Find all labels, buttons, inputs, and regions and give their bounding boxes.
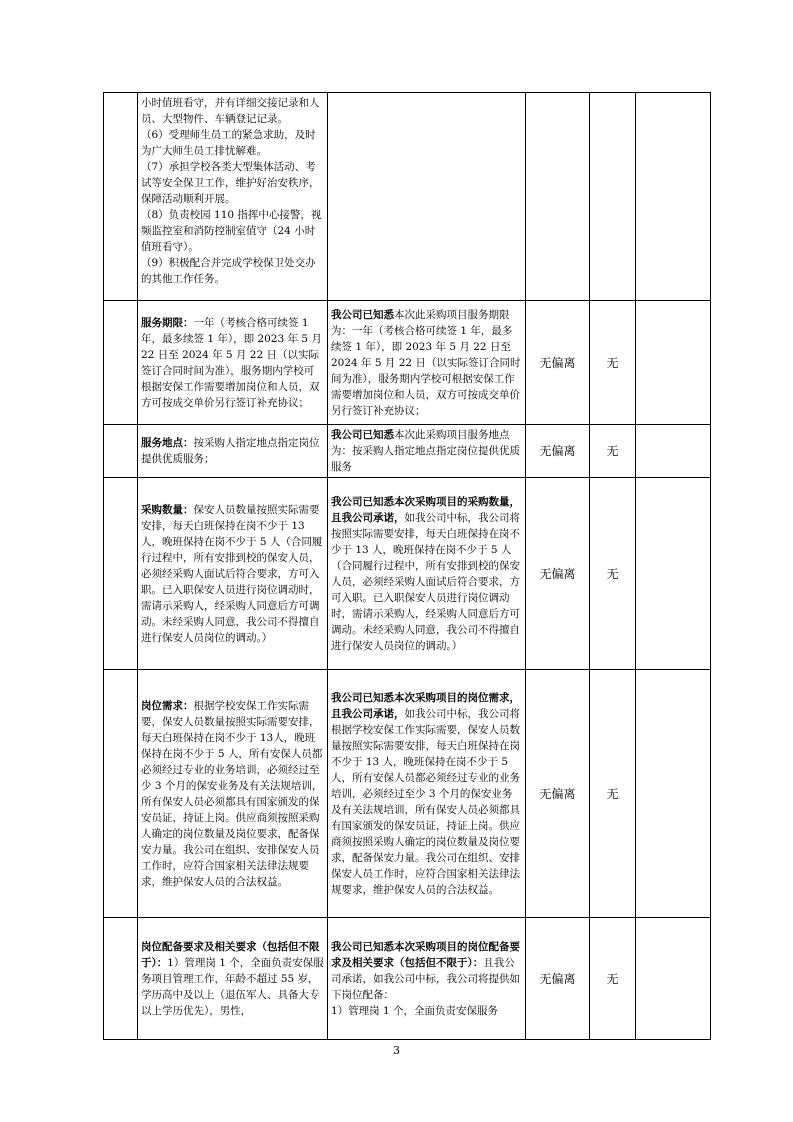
index-cell bbox=[104, 478, 138, 670]
response-cell bbox=[328, 478, 526, 670]
index-cell bbox=[104, 301, 138, 425]
deviation-cell: 无偏离 bbox=[526, 301, 590, 425]
response-label: 我公司已知悉本次采购项目的岗位需求，且我公司承诺， bbox=[331, 691, 520, 720]
remark-cell bbox=[636, 918, 711, 1040]
index-cell bbox=[104, 918, 138, 1040]
requirement-cell bbox=[138, 478, 328, 670]
requirement-cell bbox=[138, 918, 328, 1040]
deviation-cell: 无偏离 bbox=[526, 670, 590, 918]
response-label: 我公司已知悉本次采购项目的岗位配备要求及相关要求（包括但不限于）： bbox=[331, 940, 520, 969]
response-label: 我公司已知悉本次采购项目的采购数量，且我公司承诺， bbox=[331, 495, 520, 524]
response-label: 我公司已知悉 bbox=[331, 429, 394, 441]
table-row bbox=[104, 93, 711, 301]
response-cell bbox=[328, 93, 526, 301]
remark-cell bbox=[636, 478, 711, 670]
requirement-text: 根据学校安保工作实际需要，保安人员数量按照实际需要安排，每天白班保持在岗不少于 13人，晚班保持在岗不少于 5 人，所有安保人员都必须经过专业的业务培训，必须经过至少 3 个月的保安业务及有关法规培训，所有保安人员必须都具有国家颁发的保安员证，持证上岗。供应商须按照采购人确定的岗位数量及岗位要求，配备保安力量。我公司在组织、安排保安人员工作时，应符合国家相关法律法规要求，维护保安人员的合法权益。 bbox=[141, 699, 323, 888]
index-cell bbox=[104, 670, 138, 918]
requirement-text: （6）受理师生员工的紧急求助，及时为广大师生员工排忧解难。 bbox=[141, 129, 316, 157]
response-cell bbox=[328, 301, 526, 425]
requirement-cell bbox=[138, 670, 328, 918]
requirement-label: 采购数量： bbox=[141, 503, 194, 516]
requirement-text: 小时值班看守，并有详细交接记录和人员、大型物件、车辆登记记录。 bbox=[141, 97, 320, 125]
deviation-cell: 无偏离 bbox=[526, 478, 590, 670]
requirement-text: 按采购人指定地点指定岗位提供优质服务； bbox=[141, 437, 320, 465]
deviation-cell: 无偏离 bbox=[526, 918, 590, 1040]
response-text: 1）管理岗 1 个，全面负责安保服务 bbox=[331, 1004, 499, 1017]
remark-cell bbox=[636, 93, 711, 301]
note-cell: 无 bbox=[590, 670, 636, 918]
requirement-text: （7）承担学校各类大型集体活动、考试等安全保卫工作，维护好治安秩序，保障活动顺利开展。 bbox=[141, 161, 320, 205]
response-cell bbox=[328, 425, 526, 478]
remark-cell bbox=[636, 670, 711, 918]
requirement-label: 服务期限： bbox=[141, 316, 194, 329]
page-number: 3 bbox=[393, 1044, 400, 1057]
requirement-label: 岗位配备要求及相关要求（包括但不限于）： bbox=[141, 940, 320, 969]
response-cell bbox=[328, 918, 526, 1040]
response-text: 如我公司中标，我公司将根据学校安保工作实际需要，保安人员数量按照实际需要安排，每天白班保持在岗不少于 13 人，晚班保持在岗不少于 5 人，所有安保人员都必须经过专业的业务培训，必须经过至少 3 个月的保安业务及有关法规培训，所有保安人员必须都具有国家颁发的保安员证，持证上岗。供应商须按照采购人确定的岗位数量及岗位要求，配备保安力量。我公司在组织、安排保安人员工作时，应符合国家相关法律法规要求，维护保安人员的合法权益。 bbox=[331, 707, 520, 896]
table-row bbox=[104, 918, 711, 1040]
response-text: 本次此采购项目服务期限为：一年（考核合格可续签 1 年，最多续签 1 年），即 2023 年 5 月 22 日至 2024 年 5 月 22 日（以实际签订合同时间为准），服务期内学校可根据安保工作需要增加岗位和人员，双方可按成交单价另行签订补充协议； bbox=[331, 308, 521, 417]
requirement-text: 1）管理岗 1 个，全面负责安保服务项目管理工作，年龄不超过 55 岁，学历高中及以上（退伍军人、具备大专以上学历优先），男性， bbox=[141, 956, 324, 1017]
requirement-text: （9）积极配合并完成学校保卫处交办的其他工作任务。 bbox=[141, 257, 316, 285]
remark-cell bbox=[636, 425, 711, 478]
deviation-cell: 无偏离 bbox=[526, 425, 590, 478]
index-cell bbox=[104, 93, 138, 301]
response-label: 我公司已知悉 bbox=[331, 308, 394, 321]
table-row bbox=[104, 478, 711, 670]
table-row bbox=[104, 670, 711, 918]
requirement-cell bbox=[138, 425, 328, 478]
requirement-text: 保安人员数量按照实际需要安排，每天白班保持在岗不少于 13 人，晚班保持在岗不少于 5 人（合同履行过程中，所有安排到校的保安人员，必须经采购人面试后符合要求，方可入职。已入职保安人员进行岗位调动时，需请示采购人，经采购人同意后方可调动。未经采购人同意，我公司不得擅自进行保安人员岗位的调动。） bbox=[141, 503, 323, 644]
remark-cell bbox=[636, 301, 711, 425]
note-cell: 无 bbox=[590, 918, 636, 1040]
compliance-table bbox=[103, 92, 711, 1040]
table-row bbox=[104, 425, 711, 478]
response-cell bbox=[328, 670, 526, 918]
table-row bbox=[104, 301, 711, 425]
requirement-text: 一年（考核合格可续签 1 年，最多续签 1 年），即 2023 年 5 月 22 日至 2024 年 5 月 22 日（以实际签订合同时间为准），服务期内学校可根据安保工作需要增加岗位和人员，双方可按成交单价另行签订补充协议； bbox=[141, 316, 322, 409]
response-text: 本次此采购项目服务地点为：按采购人指定地点指定岗位提供优质服务 bbox=[331, 429, 520, 473]
requirement-cell bbox=[138, 301, 328, 425]
note-cell: 无 bbox=[590, 301, 636, 425]
response-text: 且我公司承诺，如我公司中标，我公司将提供如下岗位配备： bbox=[331, 956, 520, 1001]
note-cell bbox=[590, 93, 636, 301]
note-cell: 无 bbox=[590, 425, 636, 478]
requirement-cell bbox=[138, 93, 328, 301]
response-text: 如我公司中标，我公司将按照实际需要安排，每天白班保持在岗不少于 13 人，晚班保持在岗不少于 5 人（合同履行过程中，所有安排到校的保安人员，必须经采购人面试后符合要求，方可入职。已入职保安人员进行岗位调动时，需请示采购人，经采购人同意后方可调动。未经采购人同意，我公司不得擅自进行保安人员岗位的调动。） bbox=[331, 511, 520, 652]
requirement-label: 岗位需求： bbox=[141, 699, 194, 712]
index-cell bbox=[104, 425, 138, 478]
deviation-cell bbox=[526, 93, 590, 301]
note-cell: 无 bbox=[590, 478, 636, 670]
requirement-text: （8）负责校园 110 指挥中心接警，视频监控室和消防控制室值守（24 小时值班看守）。 bbox=[141, 209, 322, 253]
requirement-label: 服务地点： bbox=[141, 437, 194, 449]
